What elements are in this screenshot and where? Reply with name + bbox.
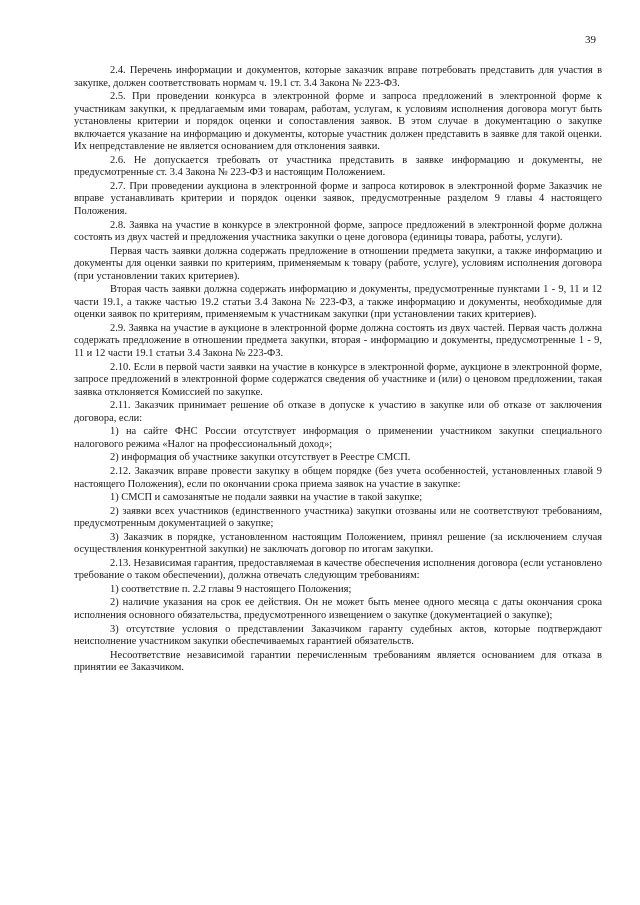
paragraph-2-12: 2.12. Заказчик вправе провести закупку в общем порядке (без учета особенностей, установленных главой 9 настоящего Положения), если по окончании срока приема заявок на участие в закупке: — [74, 465, 602, 490]
paragraph-2-4: 2.4. Перечень информации и документов, которые заказчик вправе потребовать представить для участия в закупке, должен соответствовать нормам ч. 19.1 ст. 3.4 Закона № 223-ФЗ. — [74, 65, 602, 89]
paragraph-2-12-item-2: 2) заявки всех участников (единственного участника) закупки отозваны или не соответствуют требованиям, предусмотренным документацией о закупке; — [74, 505, 602, 530]
paragraph-2-8: 2.8. Заявка на участие в конкурсе в электронной форме, запросе предложений в электронной форме должна состоять из двух частей и предложения участника закупки о цене договора (единицы товара, работы, услуги). — [74, 219, 602, 244]
paragraph-2-6: 2.6. Не допускается требовать от участника представить в заявке информацию и документы, не предусмотренные ст. 3.4 Закона № 223-ФЗ и настоящим Положением. — [74, 154, 602, 179]
paragraph-2-11-item-1: 1) на сайте ФНС России отсутствует информация о применении участником закупки специального налогового режима «Налог на профессиональный доход»; — [74, 426, 602, 450]
paragraph-2-12-item-3: 3) Заказчик в порядке, установленном настоящим Положением, принял решение (за исключением случая осуществления конкурентной закупки) не заключать договор по итогам закупки. — [74, 531, 602, 556]
paragraph-2-13-item-1: 1) соответствие п. 2.2 главы 9 настоящего Положения; — [110, 583, 352, 595]
paragraph-2-13-item-2: 2) наличие указания на срок ее действия. Он не может быть менее одного месяца с даты окончания срока исполнения основного обязательства, предусмотренного извещением о закупке (документацией о закупке); — [74, 597, 602, 621]
paragraph-2-8-first-part: Первая часть заявки должна содержать предложение в отношении предмета закупки, а также информацию и документы для оценки заявки по критериям, применяемым к товару (работе, услуге), условиям исполнения договора (при установлении таких критериев). — [74, 245, 602, 282]
paragraph-2-12-item-1: 1) СМСП и самозанятые не подали заявки на участие в такой закупке; — [110, 492, 423, 504]
paragraph-2-11-item-2: 2) информация об участнике закупки отсутствует в Реестре СМСП. — [110, 452, 411, 464]
paragraph-2-10: 2.10. Если в первой части заявки на участие в конкурсе в электронной форме, аукционе в электронной форме, запросе предложений в электронной форме содержатся сведения об участнике и (или) о ценовом предложении, такая заявка отклоняется Комиссией по закупке. — [74, 361, 602, 398]
paragraph-2-13-item-3: 3) отсутствие условия о представлении Заказчиком гаранту судебных актов, которые подтверждают неисполнение участником закупки обеспечиваемых гарантией обязательств. — [74, 623, 602, 648]
paragraph-2-7: 2.7. При проведении аукциона в электронной форме и запроса котировок в электронной форме Заказчик не вправе устанавливать критерии и порядок оценки заявок, предусмотренные разделом 9 главы 4 настоящего Положения. — [74, 180, 602, 218]
paragraph-2-11: 2.11. Заказчик принимает решение об отказе в допуске к участию в закупке или об отказе от заключения договора, если: — [74, 400, 602, 424]
paragraph-2-9: 2.9. Заявка на участие в аукционе в электронной форме должна состоять из двух частей. Первая часть должна содержать предложение в отношении предмета закупки, вторая - информацию и документы, предусмотренные 1 - 9, 11 и 12 части 19.1 статьи 3.4 Закона № 223-ФЗ. — [74, 322, 602, 360]
paragraph-2-13: 2.13. Независимая гарантия, предоставляемая в качестве обеспечения исполнения договора (если установлено требование о таком обеспечении), должна отвечать следующим требованиям: — [74, 557, 602, 582]
paragraph-closing: Несоответствие независимой гарантии перечисленным требованиям является основанием для отказа в принятии ее Заказчиком. — [74, 649, 602, 674]
document-body — [74, 65, 602, 675]
paragraph-2-5: 2.5. При проведении конкурса в электронной форме и запроса предложений в электронной форме к участникам закупки, к предлагаемым ими товарам, работам, услугам, к условиям исполнения договора могут быть установлены критерии и порядок оценки и сопоставления заявок. В этом случае в документацию о закупке включается указание на информацию и документы, которые участник должен представить в заявке для такой оценки. Их непредставление не является основанием для отклонения заявки. — [74, 91, 602, 153]
page-number: 39 — [585, 34, 596, 46]
paragraph-2-8-second-part: Вторая часть заявки должна содержать информацию и документы, предусмотренные пунктами 1 - 9, 11 и 12 части 19.1, а также частью 19.2 статьи 3.4 Закона № 223-ФЗ, а также информацию и документы, необходимые для оценки заявок по критериям, применяемым к участникам закупки (при установлении таких критериев). — [74, 284, 602, 321]
